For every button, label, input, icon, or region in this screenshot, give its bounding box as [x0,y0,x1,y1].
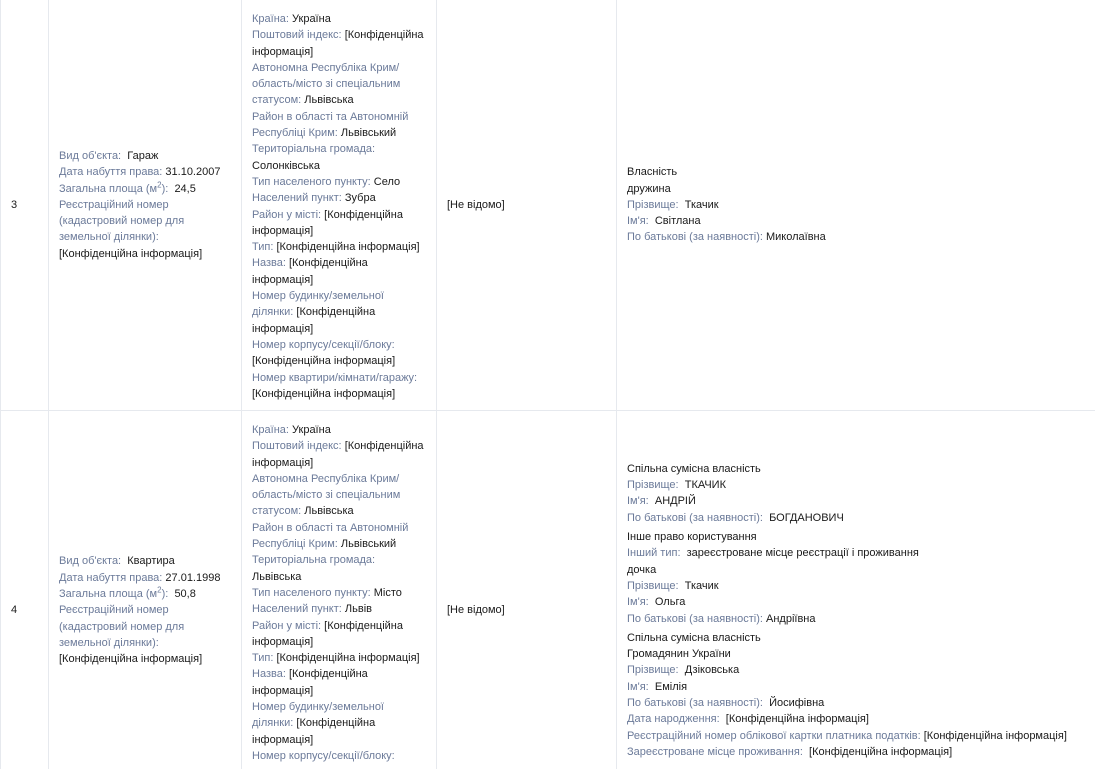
district-label: Район в області та Автономній Республіці Крим: [252,521,409,551]
birth-date-label: Дата народження: [627,713,720,726]
unknown-cell [437,0,617,411]
name-value: Емілія [654,680,688,693]
patronymic-label: По батькові (за наявності): [627,696,763,709]
surname-value: Ткачик [684,198,719,211]
house-value: [Конфіденційна інформація] [252,717,376,746]
right-type: Спільна сумісна власність [627,462,761,475]
country-label: Країна: [252,13,289,25]
unknown-value: [Не відомо] [447,198,505,211]
residence-label: Зареєстроване місце проживання: [627,745,803,758]
reg-number-label: Реєстраційний номер (кадастровий номер для земельної ділянки): [59,198,185,244]
patronymic-value: Миколаївна [766,231,826,244]
owner-relation: Громадянин України [627,648,731,661]
surname-value: Дзіковська [684,664,740,677]
street-type-value: [Конфіденційна інформація] [276,241,420,254]
surname-label: Прізвище: [627,579,679,592]
house-label: Номер будинку/земельної ділянки: [252,701,384,730]
owner-relation: дочка [627,563,657,576]
street-name-label: Назва: [252,668,286,681]
owner-block [627,529,1095,627]
other-type-label: Інший тип: [627,547,681,560]
object-cell [49,0,242,411]
house-value: [Конфіденційна інформація] [252,306,376,335]
right-type: Спільна сумісна власність [627,631,761,644]
district-label: Район в області та Автономній Республіці Крим: [252,110,409,140]
unknown-value: [Не відомо] [447,604,505,617]
surname-label: Прізвище: [627,198,679,211]
acq-date-value: 31.10.2007 [165,166,221,179]
patronymic-label: По батькові (за наявності): [627,511,763,524]
postal-value: [Конфіденційна інформація] [252,440,424,469]
city-district-label: Район у місті: [252,619,322,632]
owners-cell [617,0,1095,411]
name-label: Ім'я: [627,495,649,508]
surname-value: Ткачик [684,579,719,592]
apartment-label: Номер квартири/кімнати/гаражу: [252,371,418,384]
street-name-value: [Конфіденційна інформація] [252,257,368,286]
right-type: Інше право користування [627,531,757,544]
object-type-value: Гараж [127,149,159,162]
country-label: Країна: [252,424,289,436]
area-value: 50,8 [174,588,196,601]
acq-date-value: 27.01.1998 [165,571,221,584]
tax-number-value: [Конфіденційна інформація] [923,729,1067,742]
street-name-value: [Конфіденційна інформація] [252,668,368,697]
object-type-label: Вид об'єкта: [59,149,122,162]
birth-date-value: [Конфіденційна інформація] [725,713,869,726]
street-type-label: Тип: [252,652,274,665]
district-value: Львівський [340,127,397,140]
object-cell [49,411,242,769]
building-value: [Конфіденційна інформація] [252,355,396,368]
settlement-type-value: Місто [373,586,402,599]
street-type-label: Тип: [252,241,274,254]
community-label: Територіальна громада: [252,554,376,567]
name-label: Ім'я: [627,596,649,609]
surname-label: Прізвище: [627,664,679,677]
reg-number-value: [Конфіденційна інформація] [59,653,203,666]
building-label: Номер корпусу/секції/блоку: [252,749,395,762]
address-cell [242,0,437,411]
name-value: АНДРІЙ [654,495,696,508]
address-cell [242,411,437,769]
settlement-type-label: Тип населеного пункту: [252,586,371,599]
street-name-label: Назва: [252,257,286,270]
city-district-label: Район у місті: [252,208,322,221]
right-type: Власність [627,166,678,179]
residence-value: [Конфіденційна інформація] [809,745,953,758]
table-row [1,0,1095,411]
street-type-value: [Конфіденційна інформація] [276,652,420,665]
surname-label: Прізвище: [627,479,679,492]
settlement-type-label: Тип населеного пункту: [252,175,371,188]
acq-date-label: Дата набуття права: [59,571,163,584]
row-number: 3 [1,0,49,411]
postal-value: [Конфіденційна інформація] [252,29,424,58]
area-label: Загальна площа $(м^2)$: [59,585,169,601]
object-type-label: Вид об'єкта: [59,555,122,568]
tax-number-label: Реєстраційний номер облікової картки платника податків: [627,729,921,742]
apartment-value: [Конфіденційна інформація] [252,387,396,400]
patronymic-value: Йосифівна [769,696,825,709]
name-value: Світлана [654,215,701,228]
community-label: Територіальна громада: [252,143,376,156]
country-value: Україна [292,13,331,25]
reg-number-label: Реєстраційний номер (кадастровий номер для земельної ділянки): [59,604,185,649]
city-district-value: [Конфіденційна інформація] [252,208,403,237]
district-value: Львівський [340,538,397,551]
acq-date-label: Дата набуття права: [59,166,163,179]
owner-block [627,630,1095,760]
house-label: Номер будинку/земельної ділянки: [252,290,384,319]
area-label: Загальна площа $(м^2)$: [59,179,169,195]
other-type-value: зареєстроване місце реєстрації і проживання [686,547,919,560]
name-label: Ім'я: [627,680,649,693]
reg-number-value: [Конфіденційна інформація] [59,247,203,260]
area-value: 24,5 [174,182,196,195]
patronymic-value: Андріївна [766,612,816,625]
row-number: 4 [1,411,49,769]
region-label: Автономна Республіка Крим/ область/місто зі спеціальним статусом: [252,472,401,518]
settlement-value: Львів [344,603,372,616]
unknown-cell [437,411,617,769]
postal-label: Поштовий індекс: [252,440,342,453]
object-type-value: Квартира [127,555,175,568]
owners-cell [617,411,1095,769]
settlement-type-value: Село [373,175,401,188]
country-value: Україна [292,424,331,436]
table-row [1,411,1095,769]
region-label: Автономна Республіка Крим/ область/місто зі спеціальним статусом: [252,61,401,107]
owner-block [627,164,1095,245]
postal-label: Поштовий індекс: [252,29,342,42]
patronymic-label: По батькові (за наявності): [627,231,763,244]
patronymic-value: БОГДАНОВИЧ [769,511,844,524]
settlement-label: Населений пункт: [252,603,342,616]
community-value: Львівська [252,570,302,583]
region-value: Львівська [304,94,354,107]
name-label: Ім'я: [627,215,649,228]
owner-relation: дружина [627,182,671,195]
community-value: Солонківська [252,159,320,172]
name-value: Ольга [654,596,686,609]
settlement-value: Зубра [344,192,376,205]
building-label: Номер корпусу/секції/блоку: [252,338,395,351]
patronymic-label: По батькові (за наявності): [627,612,763,625]
city-district-value: [Конфіденційна інформація] [252,619,403,648]
owner-block [627,461,1095,526]
region-value: Львівська [304,505,354,518]
surname-value: ТКАЧИК [684,479,726,492]
settlement-label: Населений пункт: [252,192,342,205]
